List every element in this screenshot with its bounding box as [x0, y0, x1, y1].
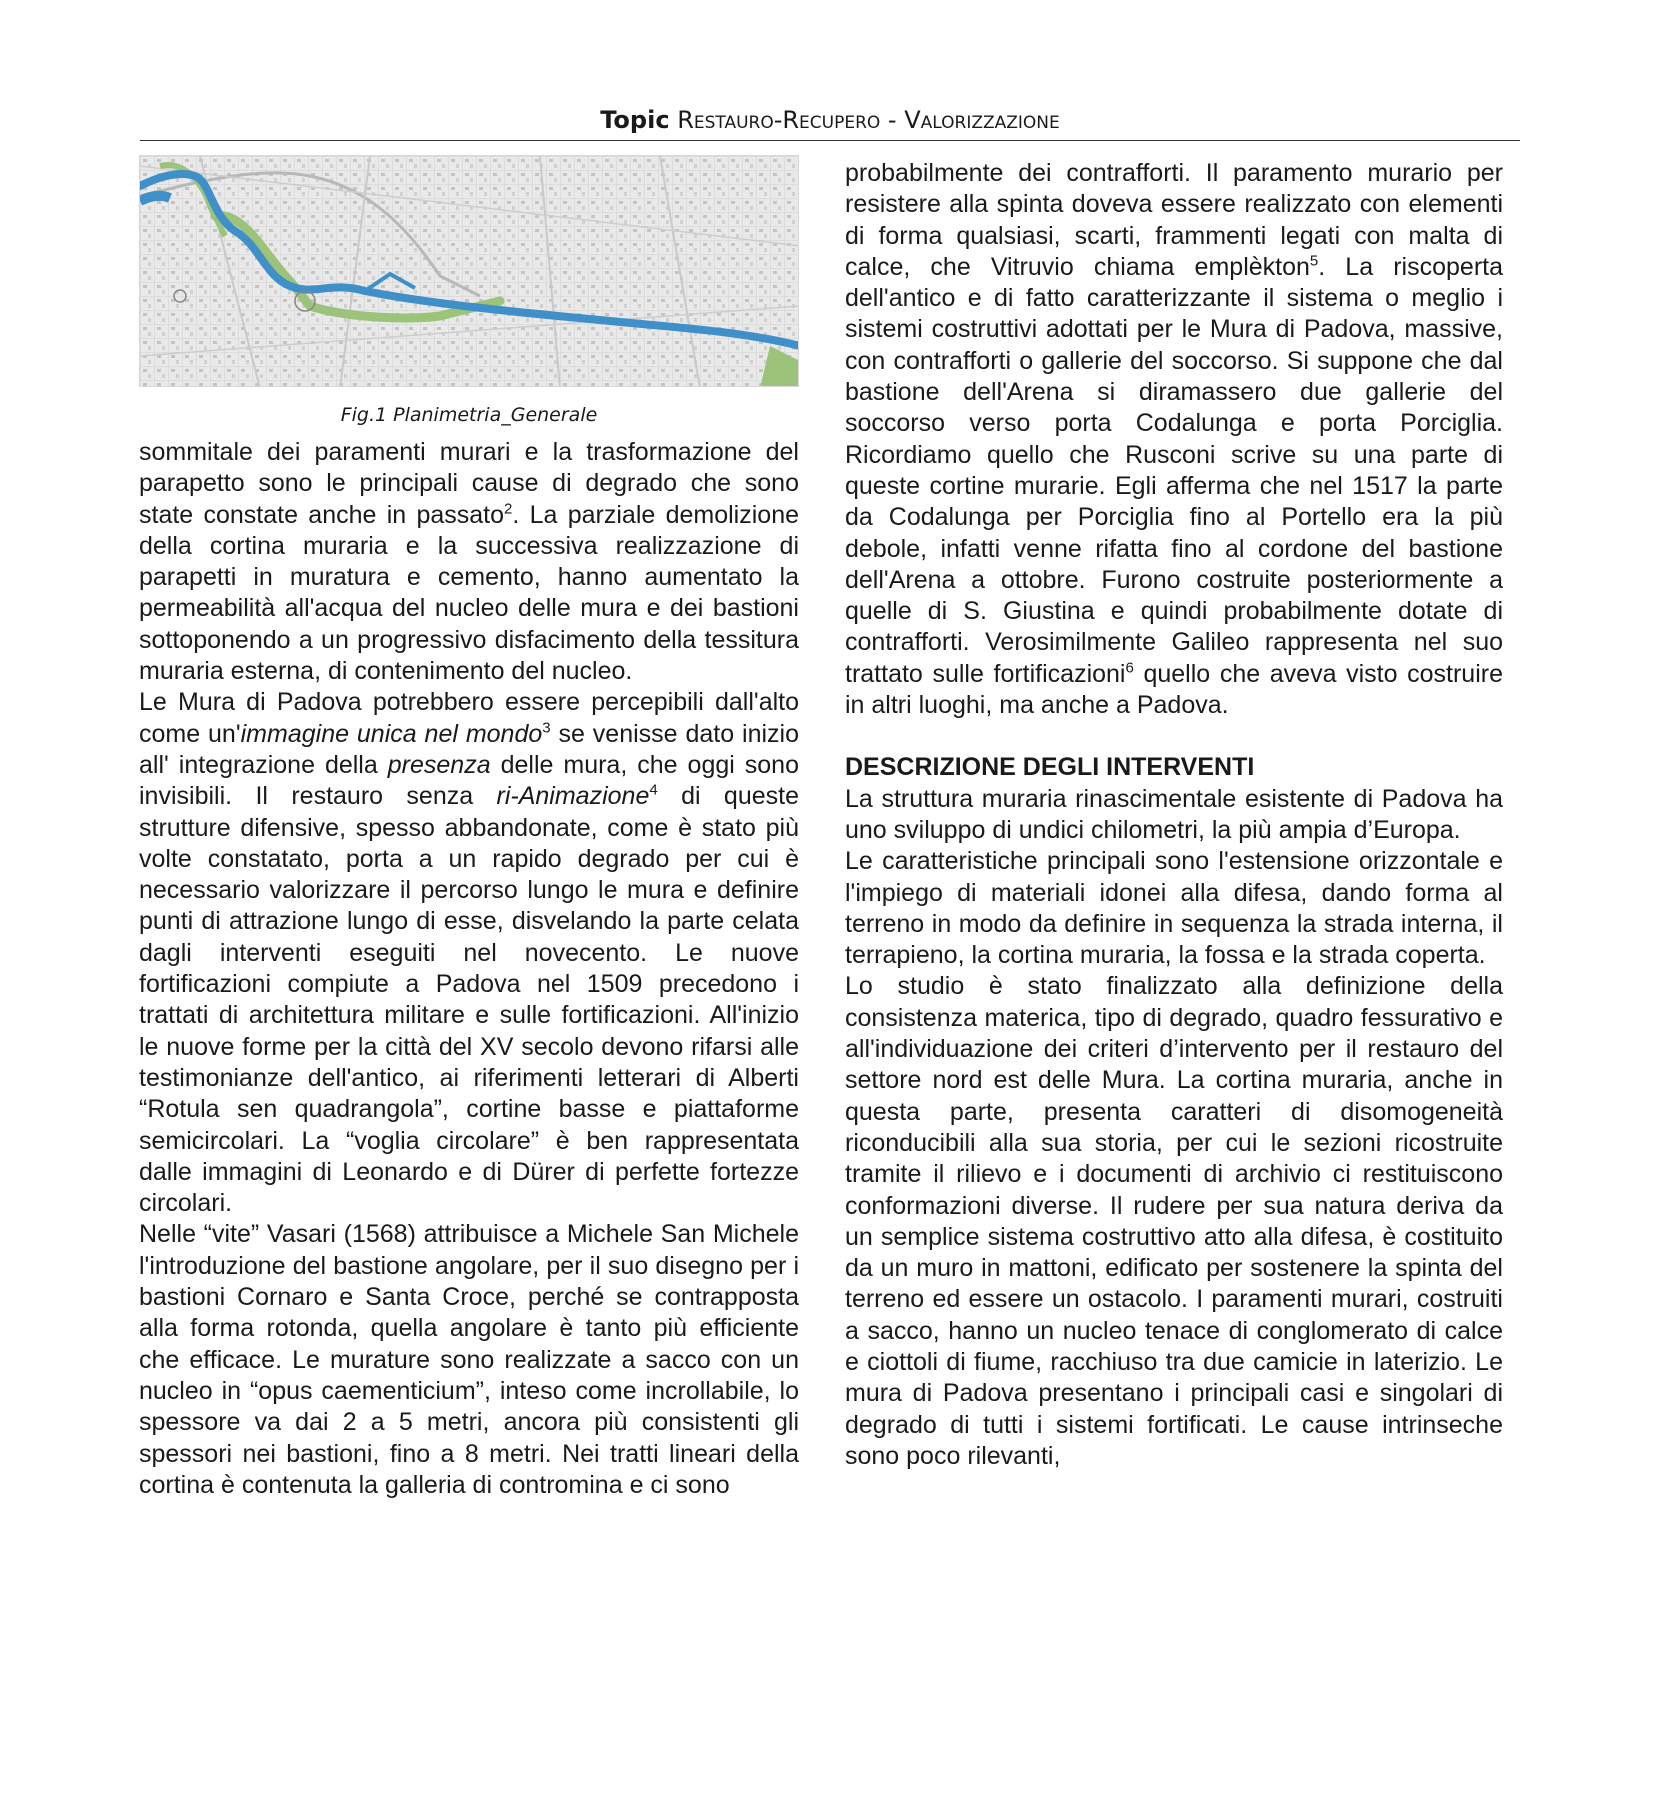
left-column: [139, 155, 799, 1501]
footnote-ref-4[interactable]: 4: [649, 781, 658, 799]
right-column: [845, 158, 1503, 1472]
footnote-ref-3[interactable]: 3: [542, 719, 551, 737]
site-plan-figure: [139, 155, 799, 387]
site-plan-map: [140, 156, 799, 387]
header-topic: Topic: [600, 106, 670, 134]
footnote-ref-2[interactable]: 2: [504, 500, 513, 518]
header-section: Restauro-Recupero - Valorizzazione: [677, 106, 1060, 134]
footnote-ref-5[interactable]: 5: [1309, 252, 1319, 270]
right-paragraph-1: probabilmente dei contrafforti. Il paramento murario per resistere alla spinta doveva essere realizzato con elementi di forma qualsiasi, scarti, frammenti legati con malta di calce, che Vitruvio chiama emplèkton$^5$. La riscoperta dell'antico e di fatto caratterizzante il sistema o meglio i sistemi costruttivi adottati per le Mura di Padova, massive, con contrafforti o gallerie del soccorso. Si suppone che dal bastione dell'Arena si diramassero due gallerie del soccorso verso porta Codalunga e porta Porciglia. Ricordiamo quello che Rusconi scrive su una parte di queste cortine murarie. Egli afferma che nel 1517 la parte da Codalunga per Porciglia fino al Portello era la più debole, infatti venne rifatta fino al cordone del bastione dell'Arena a ottobre. Furono costruite posteriormente a quelle di S. Giustina e quindi probabilmente dotate di contrafforti. Verosimilmente Galileo rappresenta nel suo trattato sulle fortificazioni$^6$ quello che aveva visto costruire in altri luoghi, ma anche a Padova.: [845, 159, 1503, 720]
left-paragraph-1: sommitale dei paramenti murari e la trasformazione del parapetto sono le principali cause di degrado che sono state constate anche in passato$^2$. La parziale demolizione della cortina muraria e la successiva realizzazione di parapetti in muratura e cemento, hanno aumentato la permeabilità all'acqua del nucleo delle mura e dei bastioni sottoponendo a un progressivo disfacimento della tessitura muraria esterna, di contenimento del nucleo.: [139, 438, 799, 686]
left-paragraph-3: Nelle “vite” Vasari (1568) attribuisce a Michele San Michele l'introduzione del bastione angolare, per il suo disegno per i bastioni Cornaro e Santa Croce, perché se contrapposta alla forma rotonda, quella angolare è tanto più efficiente che efficace. Le murature sono realizzate a sacco con un nucleo in “opus caementicium”, inteso come incrollabile, lo spessore va dai 2 a 5 metri, ancora più consistenti gli spessori nei bastioni, fino a 8 metri. Nei tratti lineari della cortina è contenuta la galleria di contromina e ci sono: [139, 1220, 799, 1499]
header-text: [600, 106, 1060, 134]
running-header: [140, 100, 1520, 141]
right-paragraph-3: Le caratteristiche principali sono l'estensione orizzontale e l'impiego di materiali idonei alla difesa, dando forma al terreno in modo da definire in sequenza la strada interna, il terrapieno, la cortina muraria, la fossa e la strada coperta.: [845, 847, 1503, 970]
right-paragraph-4: Lo studio è stato finalizzato alla definizione della consistenza materica, tipo di degrado, quadro fessurativo e all'individuazione dei criteri d’intervento per il restauro del settore nord est delle Mura. La cortina muraria, anche in questa parte, presenta caratteri di disomogeneità riconducibili alla sua storia, per cui le sezioni ricostruite tramite il rilievo e i documenti di archivio ci restituiscono conformazioni diverse. Il rudere per sua natura deriva da un semplice sistema costruttivo atto alla difesa, è costituito da un muro in mattoni, edificato per sostenere la spinta del terreno ed essere un ostacolo. I paramenti murari, costruiti a sacco, hanno un nucleo tenace di conglomerato di calce e ciottoli di fiume, racchiuso tra due camicie in laterizio. Le mura di Padova presentano i principali casi e singolari di degrado di tutti i sistemi fortificati. Le cause intrinseche sono poco rilevanti,: [845, 972, 1503, 1470]
section-heading: DESCRIZIONE DEGLI INTERVENTI: [845, 753, 1255, 782]
figure-caption: Fig.1 Planimetria_Generale: [340, 404, 598, 426]
right-paragraph-2: La struttura muraria rinascimentale esistente di Padova ha uno sviluppo di undici chilometri, la più ampia d’Europa.: [845, 784, 1503, 844]
left-paragraph-2: Le Mura di Padova potrebbero essere percepibili dall'alto come un'immagine unica nel mondo$^3$ se venisse dato inizio all' integrazione della presenza delle mura, che oggi sono invisibili. Il restauro senza ri-Animazione$^4$ di queste strutture difensive, spesso abbandonate, come è stato più volte constatato, porta a un rapido degrado per cui è necessario valorizzare il percorso lungo le mura e definire punti di attrazione lungo di esse, disvelando la parte celata dagli interventi eseguiti nel novecento. Le nuove fortificazioni compiute a Padova nel 1509 precedono i trattati di architettura militare e sulle fortificazioni. All'inizio le nuove forme per la città del XV secolo devono rifarsi alle testimonianze dell'antico, ai riferimenti letterari di Alberti “Rotula sen quadrangola”, cortine basse e piattaforme semicircolari. La “voglia circolare” è ben rappresentata dalle immagini di Leonardo e di Dürer di perfette fortezze circolari.: [139, 688, 799, 1218]
footnote-ref-6[interactable]: 6: [1125, 659, 1134, 677]
